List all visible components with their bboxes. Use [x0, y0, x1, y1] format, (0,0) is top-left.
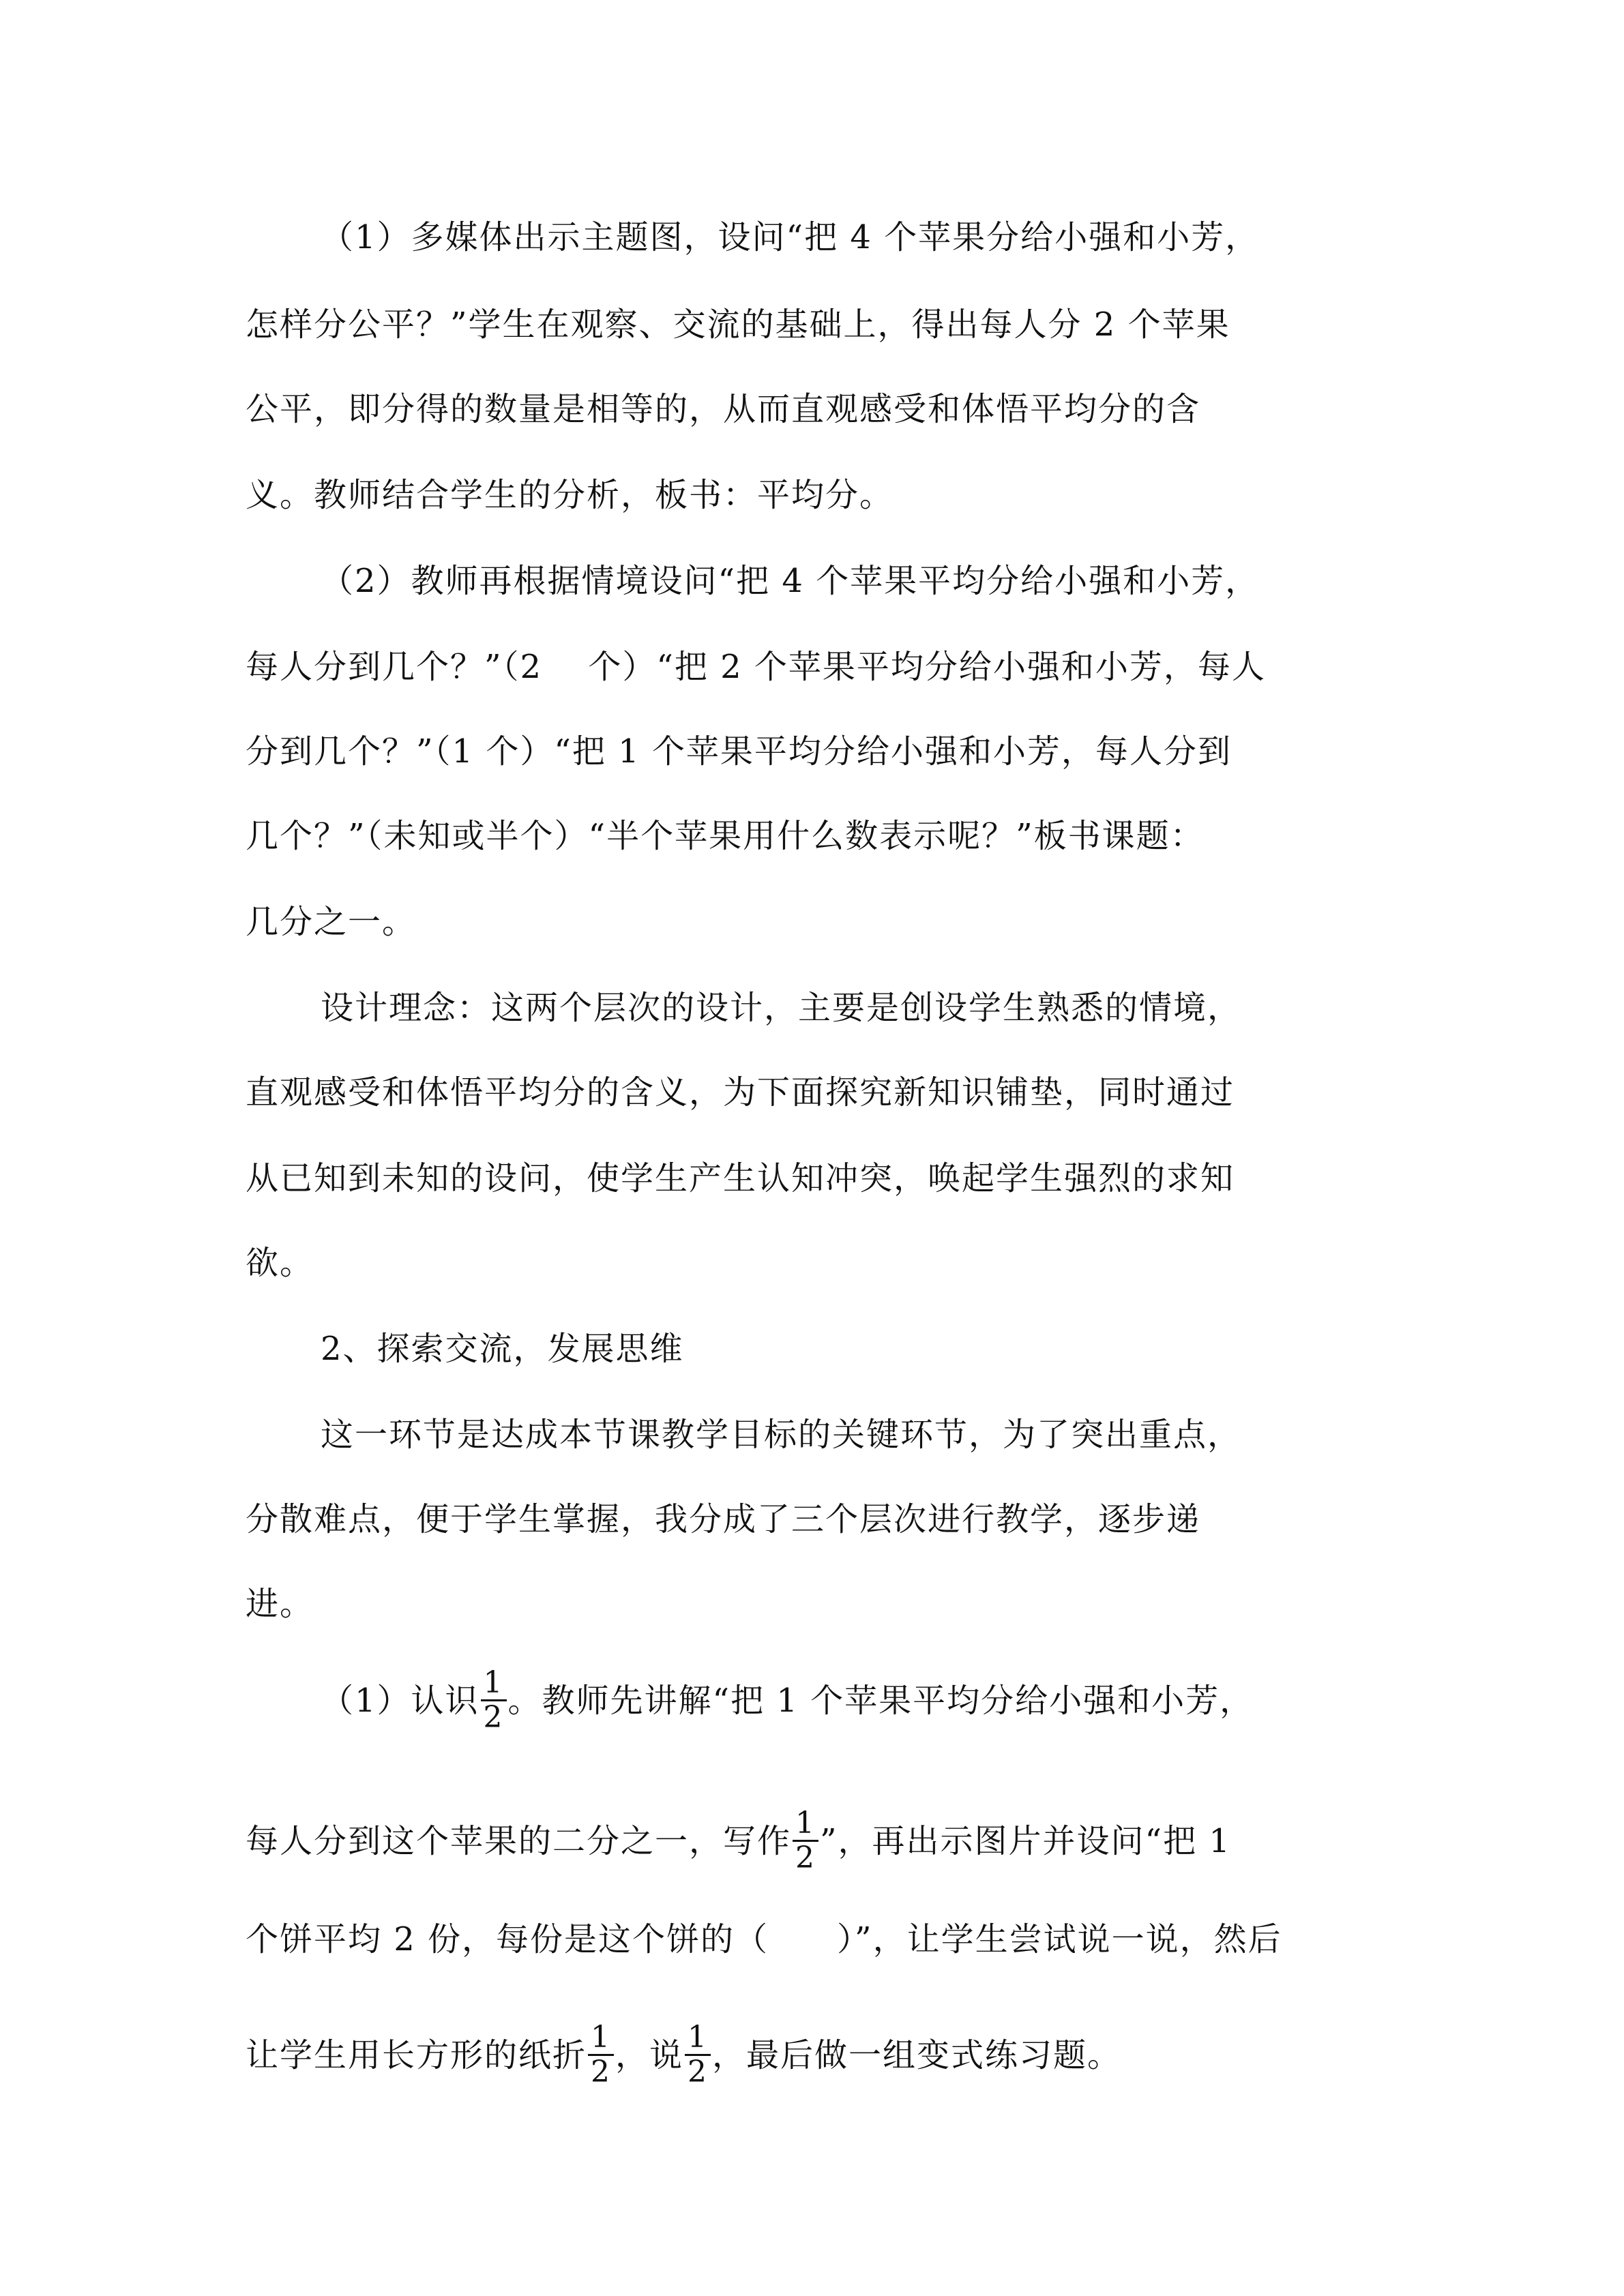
fraction-one-half	[685, 2020, 711, 2089]
paragraph-3-line-2: 直观感受和体悟平均分的含义，为下面探究新知识铺垫，同时通过	[246, 1073, 1235, 1112]
paragraph-6-line-1-part-a: （1）认识	[321, 1682, 479, 1720]
paragraph-2-line-2: 每人分到几个？”（2 个）“把 2 个苹果平均分给小强和小芳，每人	[246, 648, 1266, 686]
fraction-numerator: 1	[481, 1668, 507, 1701]
paragraph-5-line-3: 进。	[246, 1585, 314, 1623]
paragraph-6-line-2	[246, 1806, 1231, 1876]
fraction-one-half	[481, 1665, 507, 1735]
paragraph-6-line-4-part-a: 让学生用长方形的纸折	[246, 2036, 587, 2074]
fraction-numerator: 1	[588, 2023, 614, 2056]
paragraph-6-line-1	[321, 1665, 1254, 1735]
paragraph-3-line-4: 欲。	[246, 1244, 314, 1282]
fraction-one-half	[588, 2020, 614, 2089]
fraction-denominator: 2	[591, 2055, 612, 2089]
paragraph-6-line-4-part-b: ，说	[615, 2036, 684, 2074]
paragraph-6-line-2-part-a: 每人分到这个苹果的二分之一，写作	[246, 1822, 792, 1860]
fraction-denominator: 2	[688, 2055, 709, 2089]
fraction-denominator: 2	[483, 1700, 504, 1735]
paragraph-1-line-1: （1）多媒体出示主题图，设问“把 4 个苹果分给小强和小芳，	[321, 218, 1260, 256]
paragraph-5-line-1: 这一环节是达成本节课教学目标的关键环节，为了突出重点，	[321, 1416, 1242, 1454]
paragraph-6-line-4-part-c: ，最后做一组变式练习题。	[712, 2036, 1122, 2074]
paragraph-3-line-3: 从已知到未知的设问，使学生产生认知冲突，唤起学生强烈的求知	[246, 1159, 1235, 1197]
paragraph-3-line-1: 设计理念：这两个层次的设计，主要是创设学生熟悉的情境，	[321, 989, 1242, 1027]
paragraph-5-line-2: 分散难点，便于学生掌握，我分成了三个层次进行教学，逐步递	[246, 1500, 1201, 1538]
paragraph-2-line-1: （2）教师再根据情境设问“把 4 个苹果平均分给小强和小芳，	[321, 562, 1260, 600]
fraction-denominator: 2	[795, 1840, 816, 1875]
paragraph-1-line-3: 公平，即分得的数量是相等的，从而直观感受和体悟平均分的含	[246, 390, 1201, 428]
paragraph-1-line-4: 义。教师结合学生的分析，板书：平均分。	[246, 476, 894, 514]
paragraph-2-line-3: 分到几个？”（1 个）“把 1 个苹果平均分给小强和小芳，每人分到	[246, 732, 1232, 771]
fraction-numerator: 1	[793, 1808, 818, 1842]
paragraph-6-line-1-part-b: 。教师先讲解“把 1 个苹果平均分给小强和小芳，	[507, 1682, 1254, 1720]
paragraph-2-line-5: 几分之一。	[246, 903, 417, 941]
paragraph-1-line-2: 怎样分公平？”学生在观察、交流的基础上，得出每人分 2 个苹果	[246, 305, 1230, 344]
fraction-numerator: 1	[685, 2023, 711, 2056]
section-heading: 2、探索交流，发展思维	[321, 1330, 684, 1368]
fraction-one-half	[793, 1808, 818, 1873]
paragraph-2-line-4: 几个？”（未知或半个）“半个苹果用什么数表示呢？”板书课题：	[246, 817, 1205, 855]
paragraph-6-line-4	[246, 2020, 1122, 2090]
paragraph-6-line-2-part-b: ”，再出示图片并设问“把 1	[820, 1822, 1231, 1860]
paragraph-6-line-3: 个饼平均 2 份，每份是这个饼的（ ）”，让学生尝试说一说，然后	[246, 1920, 1282, 1958]
